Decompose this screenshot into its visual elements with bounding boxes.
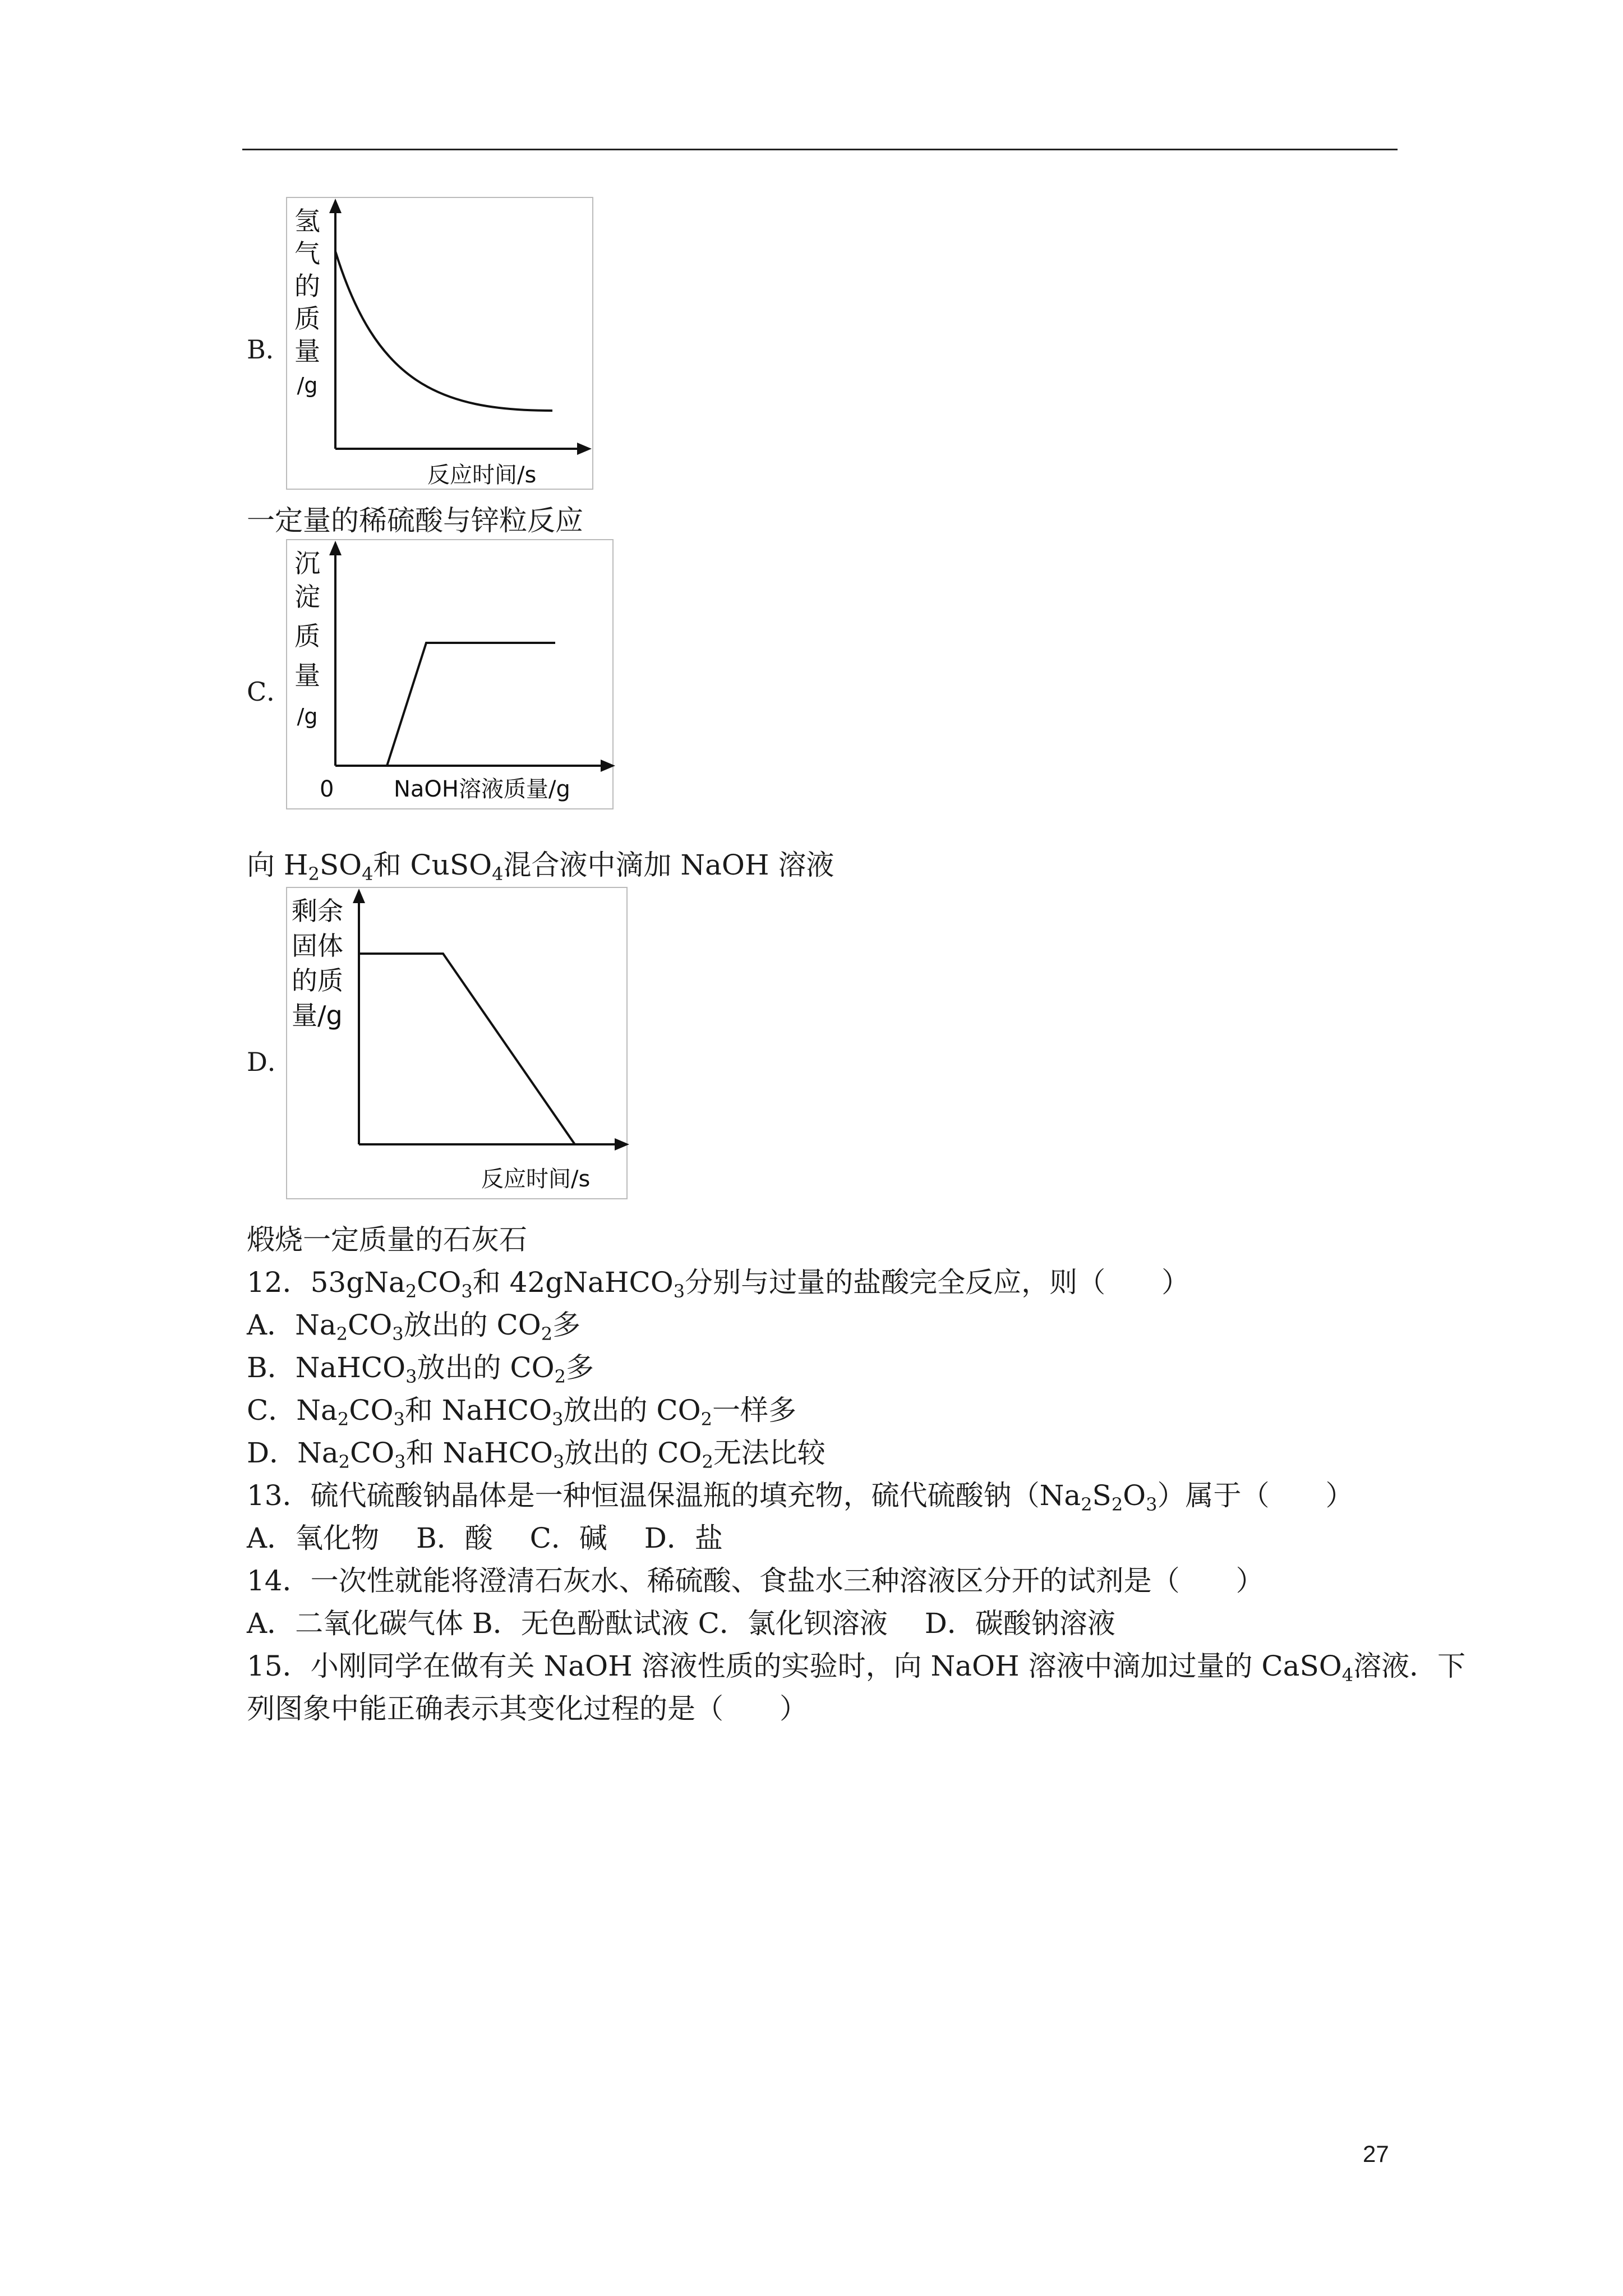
figure-c-ylabel-char: /g	[297, 704, 318, 729]
q14-options: A．二氧化碳气体 B．无色酚酞试液 C．氯化钡溶液 D．碳酸钠溶液	[247, 1607, 1115, 1640]
figure-c-origin-label: 0	[320, 776, 334, 802]
figure-b-ylabel	[294, 206, 320, 398]
q14-stem: 14．一次性就能将澄清石灰水、稀硫酸、食盐水三种溶液区分开的试剂是（ ）	[247, 1565, 1264, 1597]
figure-d-ylabel-line: 剩余	[292, 896, 343, 926]
figure-d-ylabel-line: 的质	[292, 965, 343, 996]
q12-option-a: A．$Na_2CO_3$放出的 $CO_2$多	[247, 1309, 581, 1345]
figure-c-ylabel-char: 淀	[294, 582, 320, 612]
figure-c-ylabel	[294, 548, 320, 729]
option-d-label: D．	[247, 1047, 293, 1077]
figure-b-ylabel-char: 气	[294, 238, 320, 269]
figure-b-y-arrow	[329, 199, 342, 213]
q12-stem: 12．$53gNa_2CO_3$和 42gNaHCO$_3$分别与过量的盐酸完全反应，则（ ）	[247, 1266, 1190, 1302]
figure-c-y-arrow	[329, 541, 342, 555]
figure-c-caption: 向 $H_2SO_4$和 CuSO$_4$混合液中滴加 NaOH 溶液	[247, 849, 834, 885]
figure-b-ylabel-char: 的	[294, 271, 320, 301]
figure-b-caption: 一定量的稀硫酸与锌粒反应	[247, 504, 583, 537]
figure-b-frame	[287, 197, 593, 489]
figure-b-ylabel-char: 量	[294, 336, 320, 366]
figure-c-xlabel: NaOH溶液质量/g	[394, 776, 570, 802]
q13-stem: 13．硫代硫酸钠晶体是一种恒温保温瓶的填充物，硫代硫酸钠$(Na_2S_2O_3)$属于（ ）	[247, 1479, 1354, 1515]
page-number: 27	[1363, 2141, 1389, 2167]
option-c-label: C．	[247, 677, 293, 707]
option-b-label: B．	[247, 334, 292, 365]
q13-options: A．氧化物 B．酸 C．碱 D．盐	[247, 1522, 723, 1554]
figure-c-ylabel-char: 质	[294, 621, 320, 651]
figure-d-y-arrow	[353, 889, 365, 903]
figure-b-xlabel: 反应时间/s	[427, 462, 537, 488]
figure-d-ylabel-line: 量/g	[292, 1000, 343, 1030]
figure-c-line	[387, 643, 555, 766]
q15-stem-line1: 15．小刚同学在做有关 NaOH 溶液性质的实验时，向 NaOH 溶液中滴加过量的 CaSO$_4$溶液．下	[247, 1650, 1466, 1686]
figure-c-ylabel-char: 量	[294, 660, 320, 691]
q12-option-c: C．$Na_2CO_3$和 NaHCO$_3$放出的 $CO_2$一样多	[247, 1394, 796, 1430]
figure-c	[286, 539, 617, 813]
figure-b-x-arrow	[577, 443, 592, 455]
figure-b-ylabel-char: 氢	[294, 206, 320, 236]
header-rule	[242, 149, 1398, 150]
figure-b-ylabel-char: /g	[297, 373, 318, 398]
figure-d	[286, 886, 631, 1203]
q12-option-b: B．NaHCO$_3$放出的 $CO_2$多	[247, 1351, 594, 1387]
figure-b-curve	[335, 251, 552, 411]
q15-stem-line2: 列图象中能正确表示其变化过程的是（ ）	[247, 1692, 808, 1725]
q12-option-d: D．$Na_2CO_3$和 NaHCO$_3$放出的 $CO_2$无法比较	[247, 1437, 826, 1473]
figure-d-caption: 煅烧一定质量的石灰石	[247, 1223, 527, 1256]
figure-d-line	[359, 954, 575, 1144]
figure-b	[286, 196, 594, 494]
figure-d-xlabel: 反应时间/s	[481, 1166, 591, 1192]
figure-c-ylabel-char: 沉	[294, 548, 320, 578]
figure-d-ylabel	[292, 896, 343, 1030]
figure-d-ylabel-line: 固体	[292, 931, 343, 961]
figure-b-ylabel-char: 质	[294, 303, 320, 334]
